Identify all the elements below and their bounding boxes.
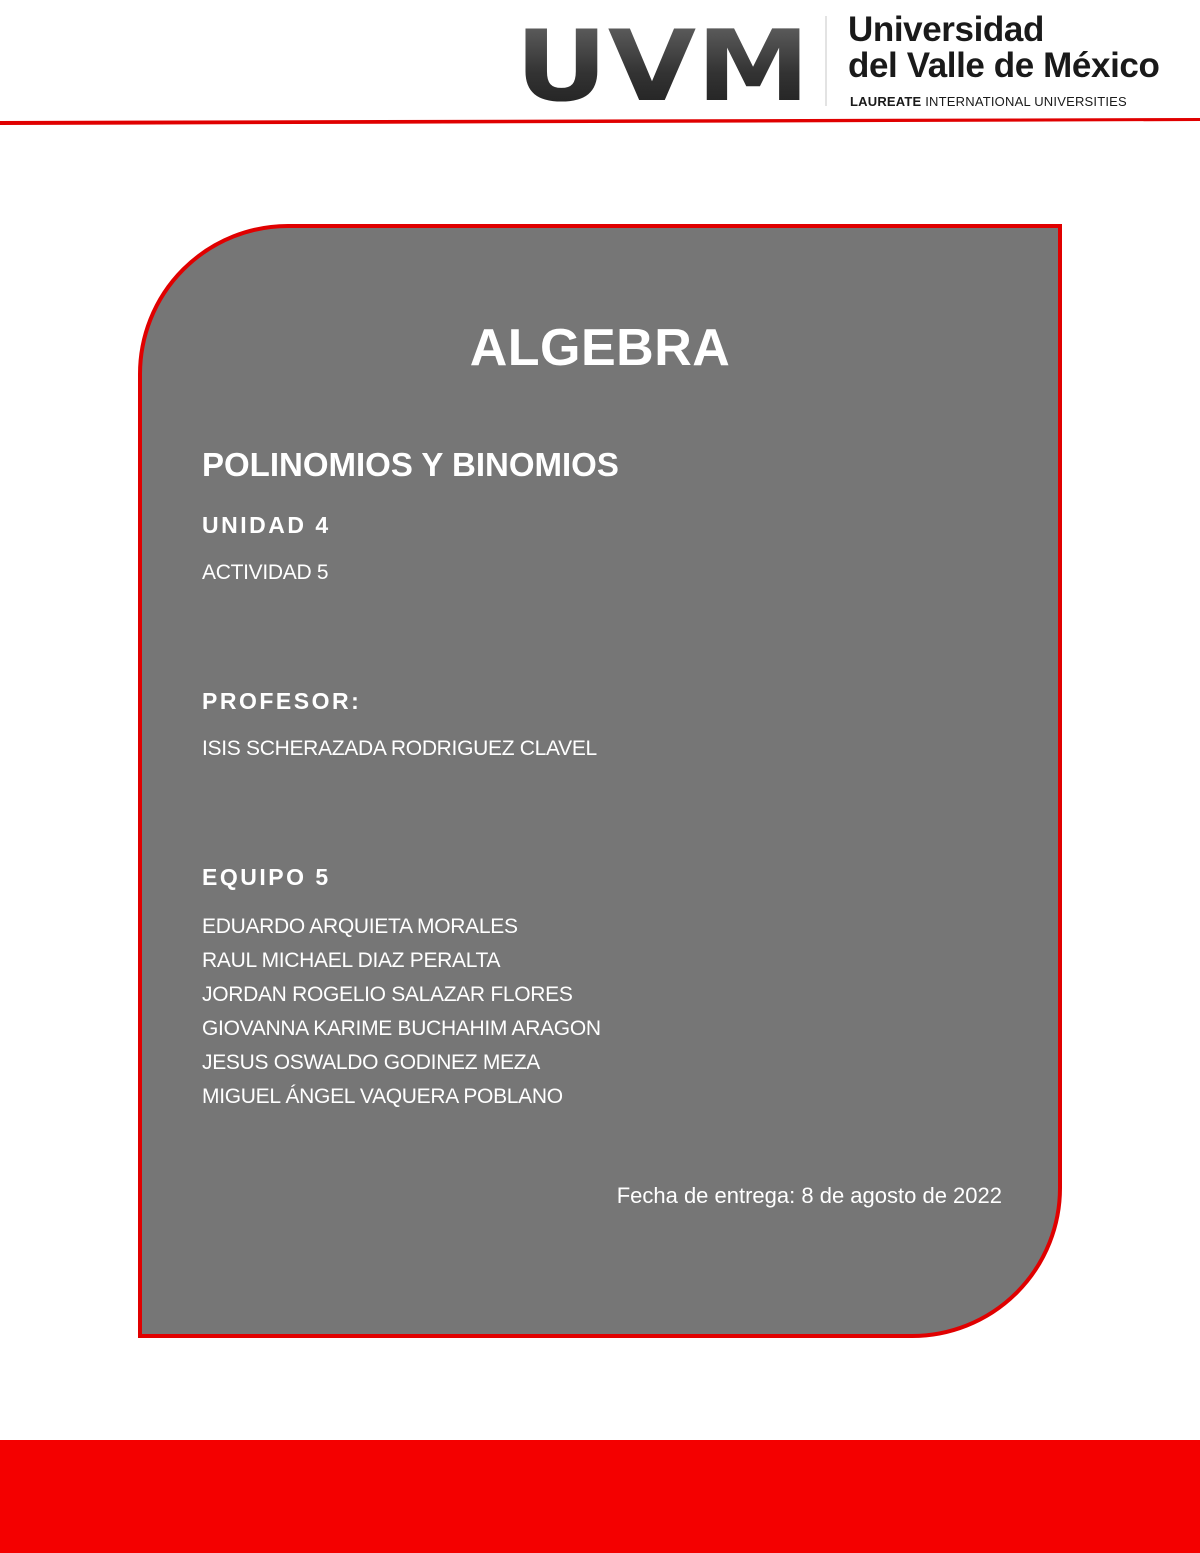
header-red-rule: [0, 118, 1200, 126]
professor-name: ISIS SCHERAZADA RODRIGUEZ CLAVEL: [202, 737, 597, 760]
team-member: MIGUEL ÁNGEL VAQUERA POBLANO: [202, 1085, 563, 1108]
footer-red-band: [0, 1440, 1200, 1553]
uvm-logo-mark: [515, 18, 815, 108]
team-label: EQUIPO 5: [202, 864, 331, 890]
team-member-list: [202, 910, 601, 1114]
due-date: Fecha de entrega: 8 de agosto de 2022: [616, 1183, 1002, 1208]
team-member: GIOVANNA KARIME BUCHAHIM ARAGON: [202, 1017, 601, 1040]
university-name-line2: del Valle de México: [848, 46, 1160, 85]
laureate-rest: INTERNATIONAL UNIVERSITIES: [921, 94, 1127, 109]
cover-card: [138, 224, 1062, 1338]
logo-divider: [825, 16, 827, 106]
cover-title: ALGEBRA: [469, 319, 731, 377]
uvm-logo-text: UVM: [515, 18, 810, 108]
cover-subtitle: POLINOMIOS Y BINOMIOS: [202, 446, 619, 483]
university-name: [848, 12, 1159, 84]
team-member: JESUS OSWALDO GODINEZ MEZA: [202, 1051, 540, 1074]
laureate-bold: LAUREATE: [850, 94, 922, 109]
team-member: EDUARDO ARQUIETA MORALES: [202, 915, 518, 938]
team-member: JORDAN ROGELIO SALAZAR FLORES: [202, 983, 573, 1006]
university-name-line1: Universidad: [848, 10, 1044, 49]
activity-label: ACTIVIDAD 5: [202, 561, 329, 584]
laureate-tagline: [850, 94, 1127, 109]
team-member: RAUL MICHAEL DIAZ PERALTA: [202, 949, 501, 972]
professor-label: PROFESOR:: [202, 688, 362, 714]
unit-label: UNIDAD 4: [202, 512, 331, 538]
